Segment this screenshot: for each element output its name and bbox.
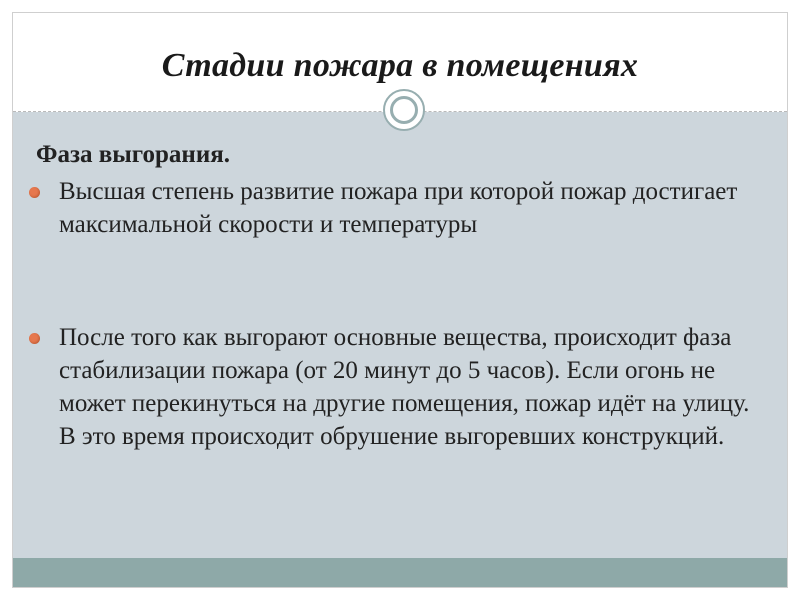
- bullet-dot-icon: [29, 333, 40, 344]
- bullet-dot-icon: [29, 187, 40, 198]
- bullet-text: После того как выгорают основные вещества, происходит фаза стабилизации пожара (от 20 минут до 5 часов). Если огонь не может перекинуться на другие помещения, пожар идёт на улицу. В это время происходит обрушение выгоревших конструкций.: [59, 324, 750, 450]
- circle-ornament-icon: [383, 89, 425, 131]
- slide-title: Стадии пожара в помещениях: [161, 47, 639, 84]
- footer-band: [13, 558, 787, 587]
- section-heading: Фаза выгорания.: [36, 141, 231, 168]
- bullet-text: Высшая степень развитие пожара при которой пожар достигает максимальной скорости и температуры: [59, 178, 738, 238]
- slide: [12, 12, 788, 588]
- circle-ornament-inner: [390, 96, 418, 124]
